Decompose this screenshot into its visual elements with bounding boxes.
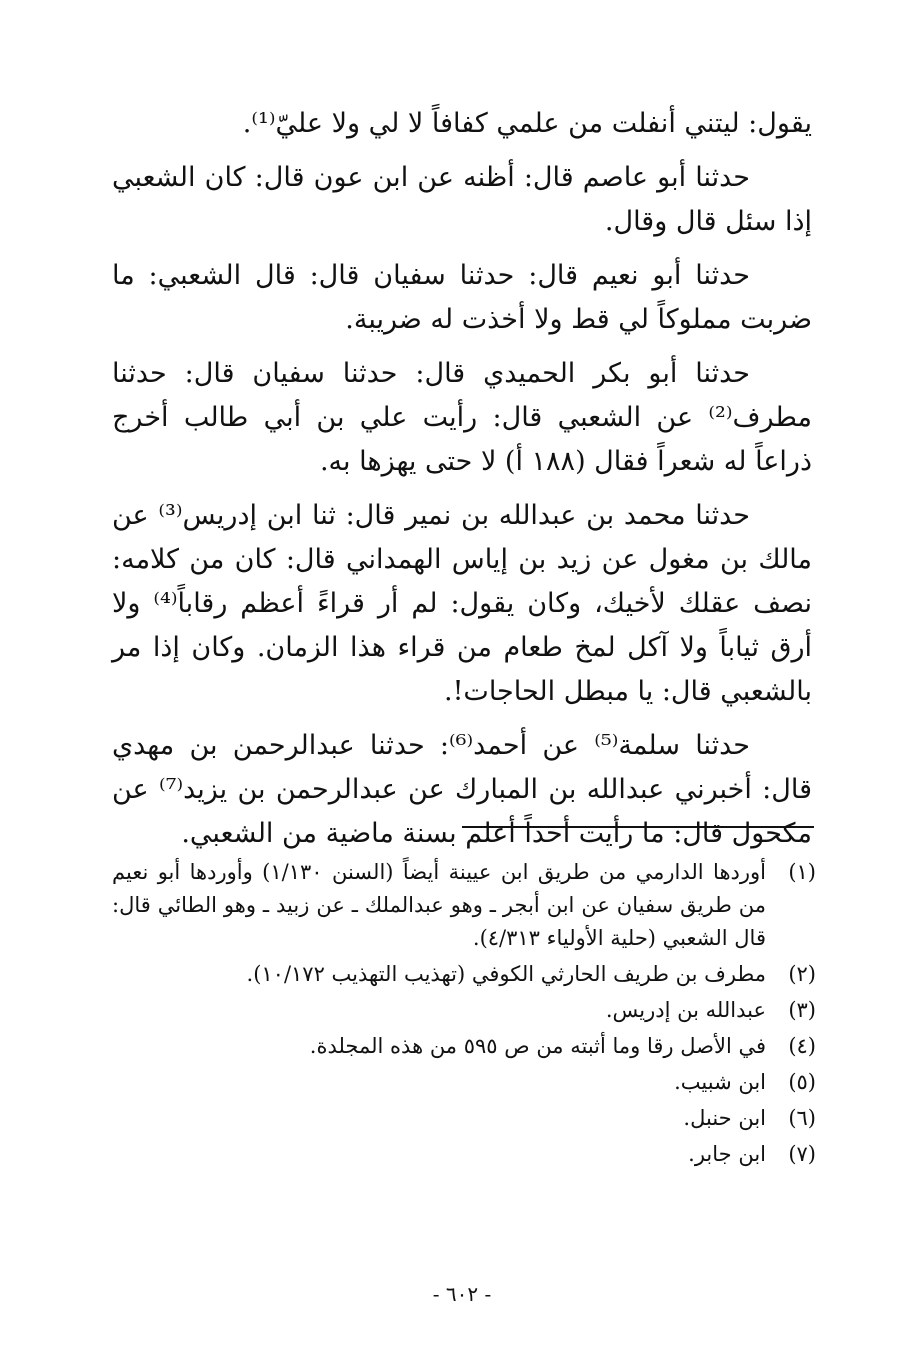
- main-text: [112, 102, 812, 866]
- paragraph: حدثنا أبو بكر الحميدي قال: حدثنا سفيان قال: حدثنا مطرف⁽²⁾ عن الشعبي قال: رأيت علي بن أبي طالب أخرج ذراعاً له شعراً فقال (١٨٨ أ) لا حتى يهزها به.: [112, 358, 812, 477]
- footnote-number: (٧): [788, 1142, 816, 1166]
- footnote-separator: [462, 826, 814, 828]
- footnote-text: أوردها الدارمي من طريق ابن عيينة أيضاً (السنن ١/١٣٠) وأوردها أبو نعيم من طريق سفيان عن ابن أبجر ـ وهو عبدالملك ـ عن زبيد ـ وهو الطائي قال: قال الشعبي (حلية الأولياء ٤/٣١٣).: [112, 860, 766, 950]
- paragraph: يقول: ليتني أنفلت من علمي كفافاً لا لي ولا عليّ⁽¹⁾.: [242, 108, 812, 139]
- footnote-text: مطرف بن طريف الحارثي الكوفي (تهذيب التهذيب ١٠/١٧٢).: [246, 962, 766, 986]
- footnote-number: (٢): [788, 962, 816, 986]
- footnote-text: ابن جابر.: [688, 1142, 766, 1166]
- footnote-number: (٤): [788, 1034, 816, 1058]
- footnote: [112, 1030, 816, 1063]
- footnote-text: عبدالله بن إدريس.: [605, 998, 766, 1022]
- footnote-text: ابن شبيب.: [674, 1070, 766, 1094]
- page-number: - ٦٠٢ -: [432, 1282, 492, 1306]
- footnote: [112, 958, 816, 991]
- footnote: [112, 994, 816, 1027]
- footnote: [112, 1138, 816, 1171]
- paragraph: حدثنا أبو عاصم قال: أظنه عن ابن عون قال: كان الشعبي إذا سئل قال وقال.: [112, 162, 812, 237]
- footnote-number: (٥): [788, 1070, 816, 1094]
- footnote: [112, 1066, 816, 1099]
- footnote-number: (١): [788, 860, 816, 884]
- paragraph: حدثنا سلمة⁽⁵⁾ عن أحمد⁽⁶⁾: حدثنا عبدالرحمن بن مهدي قال: أخبرني عبدالله بن المبارك عن عبدالرحمن بن يزيد⁽⁷⁾ عن مكحول قال: ما رأيت أحداً أعلم بسنة ماضية من الشعبي.: [112, 730, 812, 849]
- footnotes: [112, 856, 816, 1174]
- paragraph: حدثنا أبو نعيم قال: حدثنا سفيان قال: قال الشعبي: ما ضربت مملوكاً لي قط ولا أخذت له ضريبة.: [112, 260, 812, 335]
- footnote-number: (٦): [788, 1106, 816, 1130]
- footnote-text: ابن حنبل.: [683, 1106, 766, 1130]
- footnote-text: في الأصل رقا وما أثبته من ص ٥٩٥ من هذه المجلدة.: [309, 1034, 766, 1058]
- paragraph: حدثنا محمد بن عبدالله بن نمير قال: ثنا ابن إدريس⁽³⁾ عن مالك بن مغول عن زيد بن إياس الهمداني قال: كان من كلامه: نصف عقلك لأخيك، وكان يقول: لم أر قراءً أعظم رقاباً⁽⁴⁾ ولا أرق ثياباً ولا آكل لمخ طعام من قراء هذا الزمان. وكان إذا مر بالشعبي قال: يا مبطل الحاجات!.: [112, 500, 812, 707]
- footnote-number: (٣): [788, 998, 816, 1022]
- footnote: [112, 856, 816, 955]
- footnote: [112, 1102, 816, 1135]
